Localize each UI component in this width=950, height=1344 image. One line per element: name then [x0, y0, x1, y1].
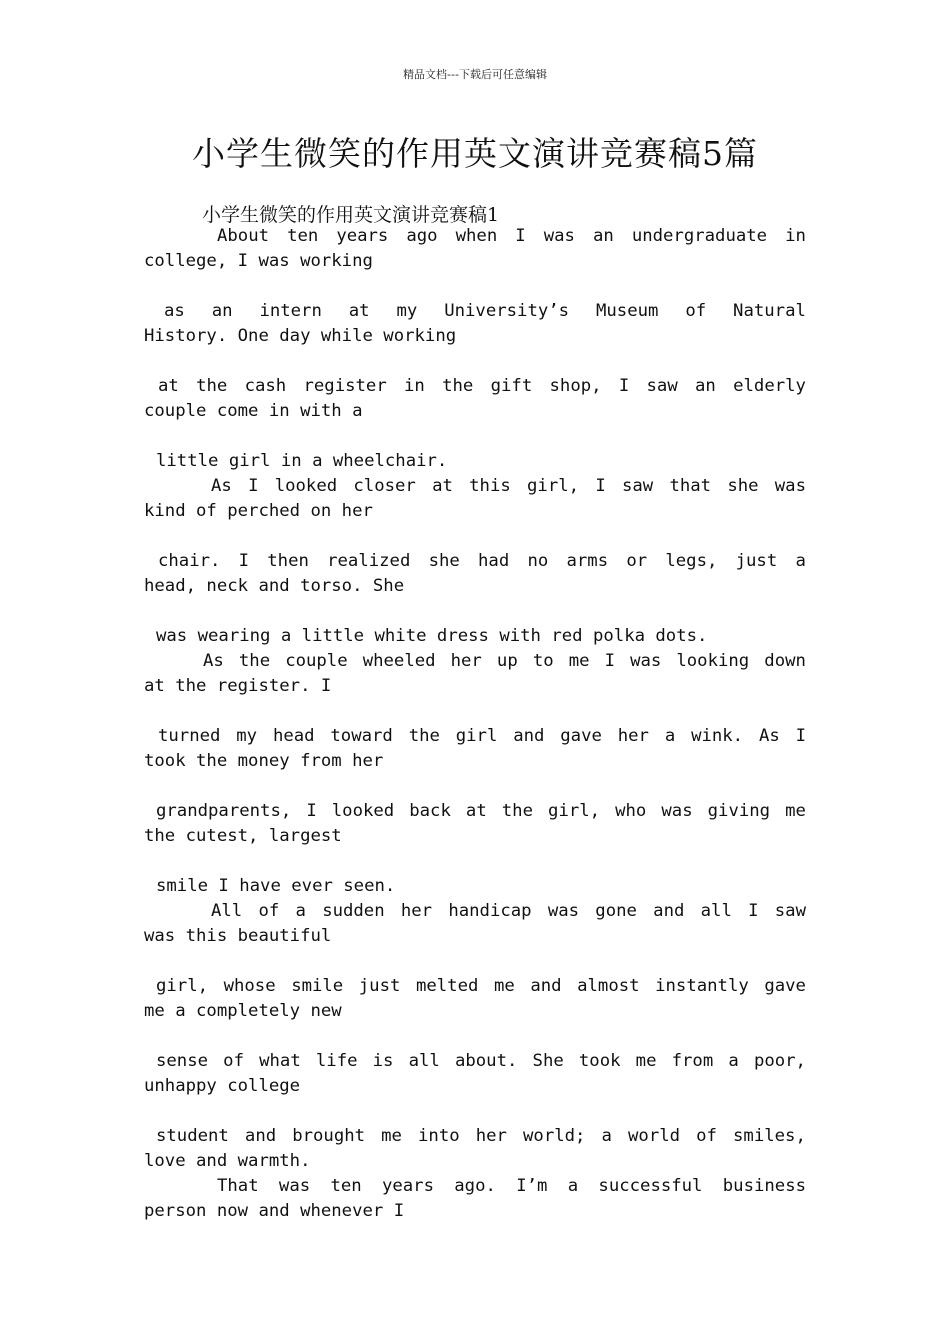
text-line: was wearing a little white dress with red polka dots.: [156, 626, 708, 646]
text-line: [144, 699, 806, 724]
text-line: girl, whose smile just melted me and almost instantly gave: [156, 976, 806, 996]
text-line: head, neck and torso. She: [144, 576, 405, 596]
text-line: About ten years ago when I was an undergraduate in: [217, 226, 806, 246]
document-title: 小学生微笑的作用英文演讲竞赛稿5篇: [192, 134, 758, 173]
text-line: smile I have ever seen.: [156, 876, 396, 896]
text-line: [144, 849, 806, 874]
text-line: as an intern at my University’s Museum of Natural: [164, 301, 806, 321]
text-line: [144, 349, 806, 374]
text-line: sense of what life is all about. She took me from a poor,: [156, 1051, 806, 1071]
text-line: [144, 274, 806, 299]
text-line: [144, 1099, 806, 1124]
text-line: As the couple wheeled her up to me I was looking down: [203, 651, 806, 671]
text-line: [144, 599, 806, 624]
text-line: at the register. I: [144, 676, 332, 696]
text-line: kind of perched on her: [144, 501, 373, 521]
text-line: All of a sudden her handicap was gone and all I saw: [211, 901, 806, 921]
text-line: the cutest, largest: [144, 826, 342, 846]
text-line: at the cash register in the gift shop, I saw an elderly: [158, 376, 806, 396]
text-line: person now and whenever I: [144, 1201, 405, 1221]
text-line: [144, 424, 806, 449]
text-line: History. One day while working: [144, 326, 457, 346]
section-heading: 小学生微笑的作用英文演讲竞赛稿1: [202, 204, 500, 226]
text-line: chair. I then realized she had no arms or legs, just a: [158, 551, 806, 571]
text-line: [144, 949, 806, 974]
text-line: As I looked closer at this girl, I saw that she was: [211, 476, 806, 496]
text-line: was this beautiful: [144, 926, 332, 946]
text-line: grandparents, I looked back at the girl, who was giving me: [156, 801, 806, 821]
text-line: turned my head toward the girl and gave her a wink. As I: [158, 726, 806, 746]
text-line: That was ten years ago. I’m a successful business: [217, 1176, 806, 1196]
text-line: college, I was working: [144, 251, 373, 271]
text-line: me a completely new: [144, 1001, 342, 1021]
text-line: [144, 1024, 806, 1049]
text-line: unhappy college: [144, 1076, 301, 1096]
text-line: [144, 524, 806, 549]
text-line: took the money from her: [144, 751, 384, 771]
text-line: student and brought me into her world; a world of smiles,: [156, 1126, 806, 1146]
text-line: couple come in with a: [144, 401, 363, 421]
document-body: [144, 224, 806, 1224]
text-line: love and warmth.: [144, 1151, 311, 1171]
page-header: 精品文档---下载后可任意编辑: [403, 68, 547, 81]
text-line: little girl in a wheelchair.: [156, 451, 448, 471]
text-line: [144, 774, 806, 799]
